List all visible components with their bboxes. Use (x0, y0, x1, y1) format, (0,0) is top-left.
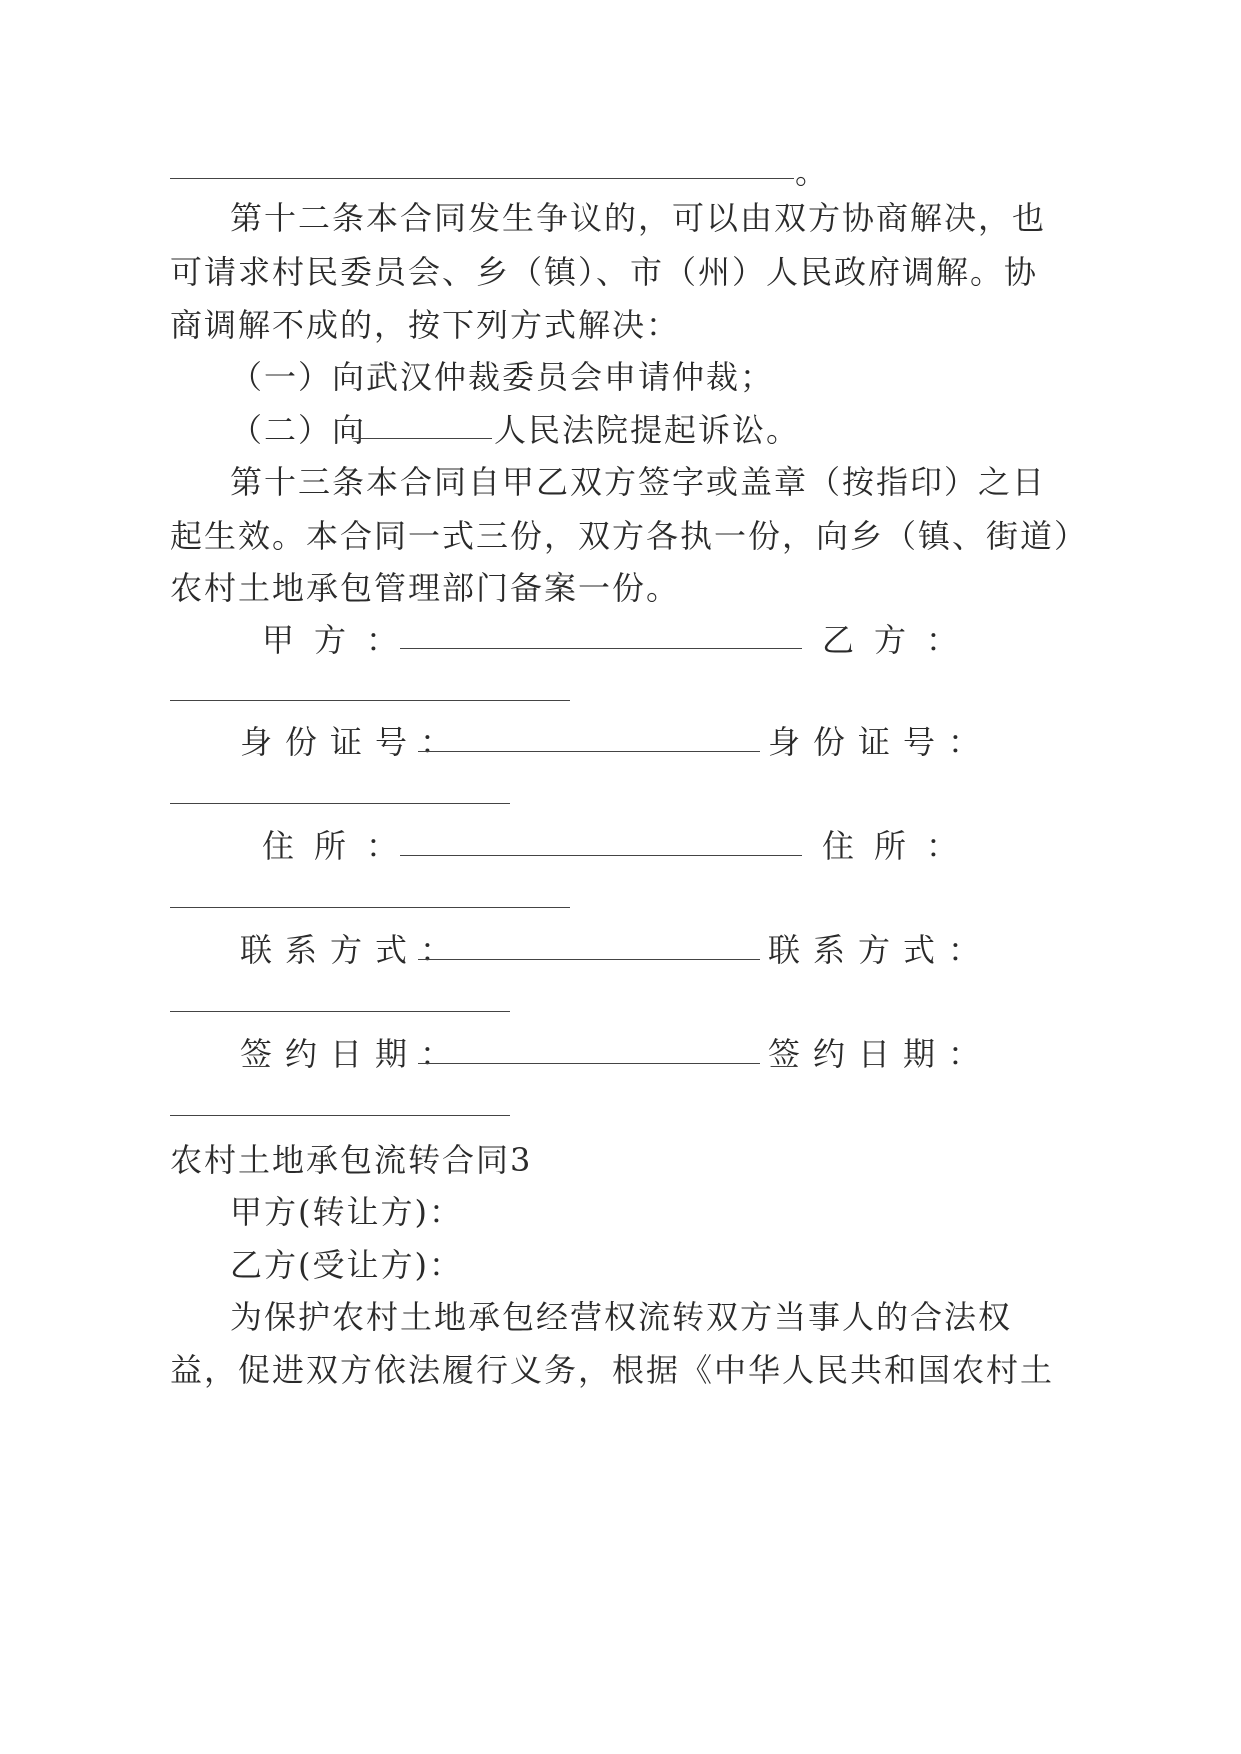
signing-date-b-blank (170, 1115, 510, 1116)
article13-line2: 起生效。本合同一式三份，双方各执一份，向乡（镇、街道） (170, 517, 1089, 555)
party-a-label: 甲方： (262, 621, 419, 659)
dispute-option-2-suffix: 人民法院提起诉讼。 (494, 411, 801, 449)
party-b-blank (170, 700, 570, 701)
signing-date-a-blank (418, 1063, 760, 1064)
article12-line1: 第十二条本合同发生争议的，可以由双方协商解决，也 (230, 199, 1047, 237)
address-a-blank (400, 855, 802, 856)
address-label-b: 住所： (822, 827, 979, 865)
signing-date-label-a: 签约日期： (240, 1035, 466, 1073)
article12-line3: 商调解不成的，按下列方式解决： (170, 306, 681, 344)
contact-label-a: 联系方式： (240, 931, 466, 969)
contract-3-party-b: 乙方(受让方)： (230, 1246, 463, 1284)
id-number-a-blank (418, 751, 760, 752)
party-a-blank (400, 648, 802, 649)
contract-3-intro-line2: 益，促进双方依法履行义务，根据《中华人民共和国农村土 (170, 1351, 1055, 1389)
contract-3-title: 农村土地承包流转合同3 (170, 1141, 533, 1179)
article12-line2: 可请求村民委员会、乡（镇）、市（州）人民政府调解。协 (170, 253, 1039, 291)
id-number-b-blank (170, 803, 510, 804)
contract-3-party-a: 甲方(转让方)： (230, 1193, 463, 1231)
article13-line1: 第十三条本合同自甲乙双方签字或盖章（按指印）之日 (230, 463, 1047, 501)
id-number-label-a: 身份证号： (240, 723, 466, 761)
article13-line3: 农村土地承包管理部门备案一份。 (170, 569, 681, 607)
party-b-label: 乙方： (822, 621, 979, 659)
signing-date-label-b: 签约日期： (768, 1035, 994, 1073)
id-number-label-b: 身份证号： (768, 723, 994, 761)
blank-underline-top (170, 178, 794, 179)
dispute-option-1: （一）向武汉仲裁委员会申请仲裁； (230, 358, 775, 396)
period-mark: 。 (795, 153, 828, 191)
contact-label-b: 联系方式： (768, 931, 994, 969)
contact-b-blank (170, 1011, 510, 1012)
court-name-blank (352, 438, 492, 439)
contract-3-intro-line1: 为保护农村土地承包经营权流转双方当事人的合法权 (230, 1298, 1013, 1336)
address-label-a: 住所： (262, 827, 419, 865)
contact-a-blank (418, 959, 760, 960)
dispute-option-2-prefix: （二）向 (230, 411, 367, 449)
address-b-blank (170, 907, 570, 908)
